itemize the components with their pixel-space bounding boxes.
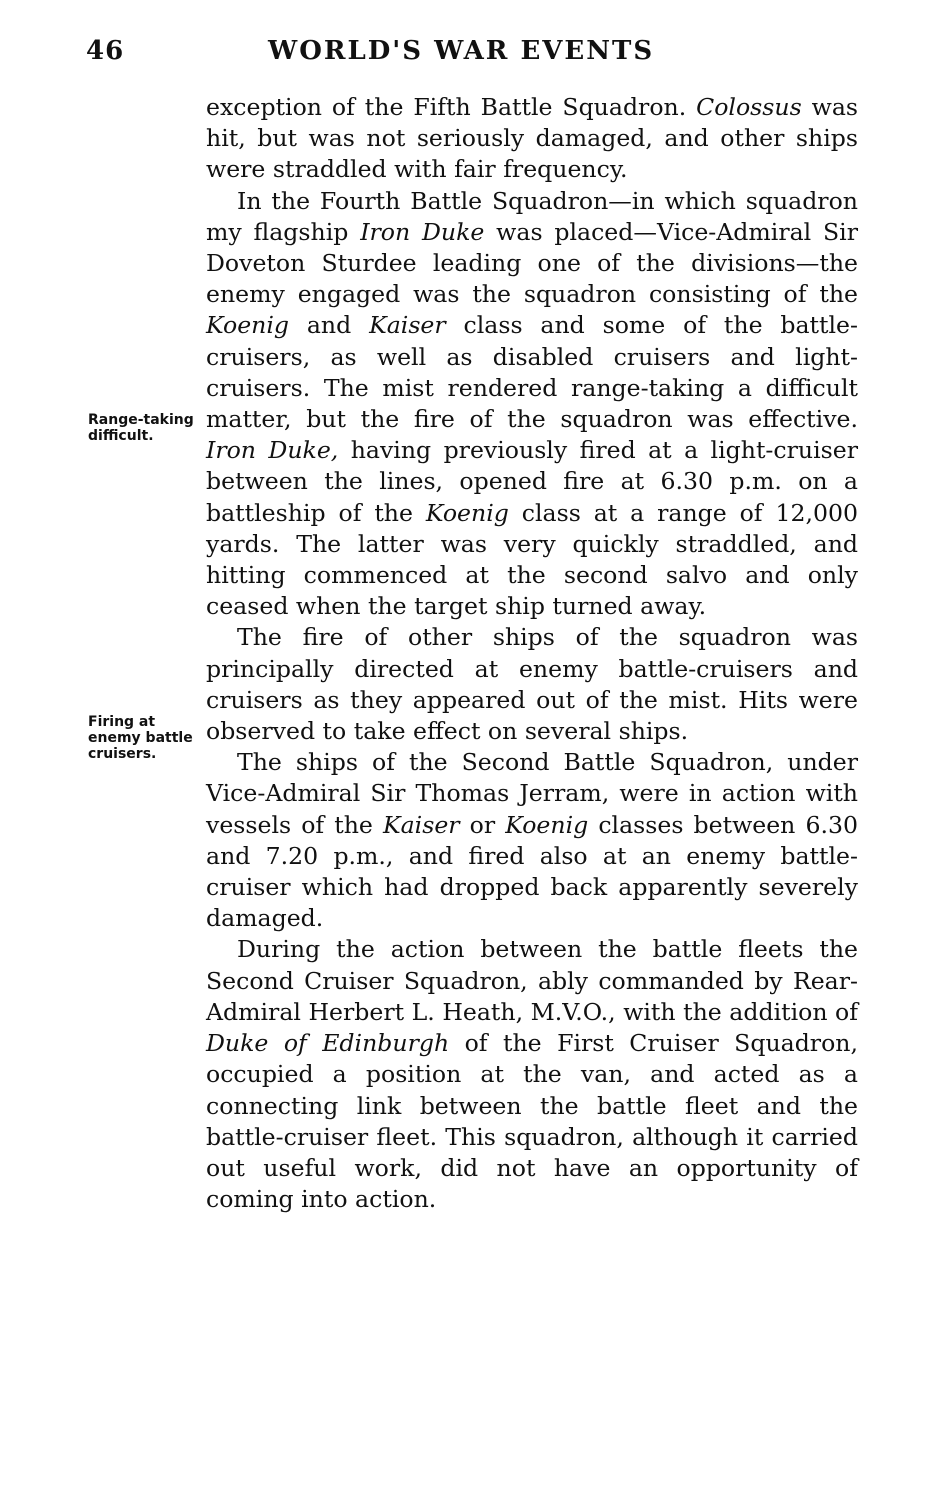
paragraph-2: In the Fourth Battle Squadron—in which squadron my flagship Iron Duke was placed—Vice-Admiral Sir Doveton Sturdee leading one of the divisions—the enemy engaged was the squadron consisting of the Koenig and Kaiser class and some of the battle-cruisers, as well as disabled cruisers and light-cruisers. The mist rendered range-taking a difficult matter, but the fire of the squadron was effective. Iron Duke, having previously fired at a light-cruiser between the lines, opened fire at 6.30 p.m. on a battleship of the Koenig class at a range of 12,000 yards. The latter was very quickly straddled, and hitting commenced at the second salvo and only ceased when the target ship turned away. [206,186,859,621]
paragraph-3: The fire of other ships of the squadron was principally directed at enemy battle-cruisers and cruisers as they appeared out of the mist. Hits were observed to take effect on several ships. [206,623,858,746]
body-text [206,92,858,1215]
paragraph-4: The ships of the Second Battle Squadron, under Vice-Admiral Sir Thomas Jerram, were in action with vessels of the Kaiser or Koenig classes between 6.30 and 7.20 p.m., and fired also at an enemy battle-cruiser which had dropped back apparently severely damaged. [206,748,859,933]
page-number: 46 [86,36,125,66]
paragraph-5: During the action between the battle fleets the Second Cruiser Squadron, ably commanded by Rear-Admiral Herbert L. Heath, M.V.O., with the addition of Duke of Edinburgh of the First Cruiser Squadron, occupied a position at the van, and acted as a connecting link between the battle fleet and the battle-cruiser fleet. This squadron, although it carried out useful work, did not have an opportunity of coming into action. [206,935,858,1214]
margin-note-range-taking: Range-taking difficult. [88,412,194,444]
margin-note-firing: Firing at enemy battle cruisers. [88,714,193,762]
paragraph-1: exception of the Fifth Battle Squadron. Colossus was hit, but was not seriously damaged, and other ships were straddled with fair frequency. [206,93,859,184]
running-head [86,36,876,70]
running-title: WORLD'S WAR EVENTS [268,36,655,66]
